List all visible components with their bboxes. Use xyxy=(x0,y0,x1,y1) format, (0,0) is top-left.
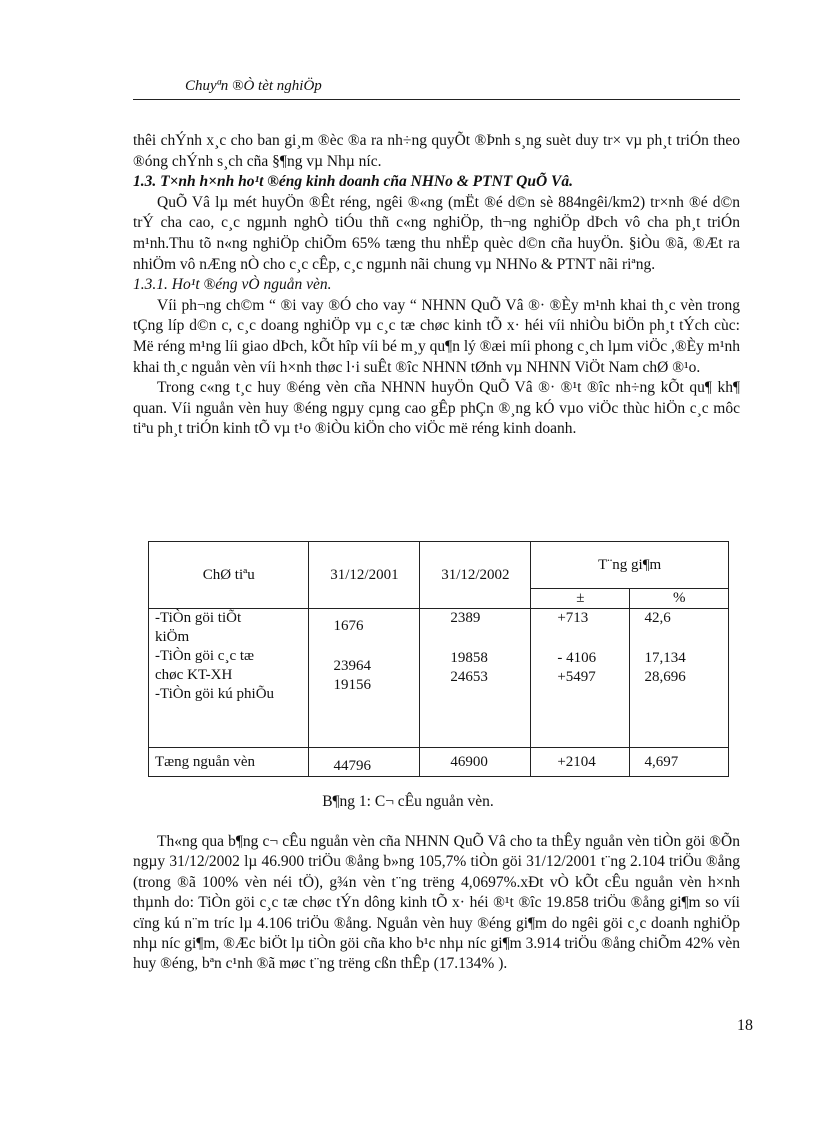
running-header: Chuyªn ®Ò tèt nghiÖp xyxy=(185,78,322,94)
header-indicator: ChØ tiªu xyxy=(149,542,309,609)
indicator-cell xyxy=(149,609,309,748)
total-label: Tæng nguån vèn xyxy=(149,748,309,777)
pct-savings: 42,6 xyxy=(644,610,671,626)
pct-bill: 28,696 xyxy=(644,669,686,685)
abs-org: - 4106 xyxy=(557,650,597,666)
subsection-heading-1-3-1: 1.3.1. Ho¹t ®éng vÒ nguån vèn. xyxy=(133,276,332,294)
header-2001: 31/12/2001 xyxy=(309,542,420,609)
header-rule xyxy=(133,99,740,100)
value-2002-bill: 24653 xyxy=(450,669,488,685)
label-org-deposits: -TiÒn göi c¸c tæ chøc KT-XH xyxy=(155,648,255,683)
label-savings: -TiÒn göi tiÕt kiÖm xyxy=(155,610,242,645)
value-2001-org: 23964 xyxy=(333,658,371,674)
abs-bill: +5497 xyxy=(557,669,596,685)
body-bottom xyxy=(133,832,740,975)
values-2002-cell xyxy=(420,609,531,748)
values-pct-cell xyxy=(630,609,729,748)
section-heading-1-3: 1.3. T×nh h×nh ho¹t ®éng kinh doanh cña NHNo & PTNT QuÕ Vâ. xyxy=(133,173,573,191)
total-2001: 44796 xyxy=(309,748,420,777)
total-2002: 46900 xyxy=(420,748,531,777)
values-abs-cell xyxy=(531,609,630,748)
pct-org: 17,134 xyxy=(644,650,686,666)
paragraph-district: QuÕ Vâ lµ mét huyÖn ®Êt réng, ngêi ®«ng (mËt ®é d©n sè 884ngêi/km2) tr×nh ®é d©n trÝ cha cao, c¸c ngµnh nghÒ tiÓu thñ c«ng nghiÖp, th¬ng nghiÖp dÞch vô cha ph¸t triÓn m¹nh.Thu tõ n«ng nghiÖp chiÕm 65% tæng thu nhËp quèc d©n cña huyÖn. §iÒu ®ã, ®Æt ra nhiÖm vô nÆng nÒ cho c¸c cÊp, c¸c ngµnh nãi chung vµ NHNo & PTNT nãi riªng. xyxy=(133,193,740,273)
capital-structure-table xyxy=(148,541,729,777)
label-bill-deposits: -TiÒn göi kú phiÕu xyxy=(155,686,275,702)
paragraph-results: Trong c«ng t¸c huy ®éng vèn cña NHNN huyÖn QuÕ Vâ ®· ®¹t ®îc nh÷ng kÕt qu¶ kh¶ quan. Víi nguån vèn huy ®éng ngµy cµng cao gÊp phÇn ®¸ng kÓ vµo viÖc thùc hiÖn c¸c môc tiªu ph¸t triÓn kinh tÕ vµ t¹o ®iÒu kiÖn cho viÖc më réng kinh doanh. xyxy=(133,379,740,438)
paragraph-analysis: Th«ng qua b¶ng c¬ cÊu nguån vèn cña NHNN QuÕ Vâ cho ta thÊy nguån vèn tiÒn göi ®Õn ngµy 31/12/2002 lµ 46.900 triÖu ®ång b»ng 105,7% tiÒn göi 31/12/2001 t¨ng 2.104 triÖu ®ång (trong ®ã 100% vèn néi tÖ), g¾n vèn t¨ng trëng 4,0697%.xÐt vÒ kÕt cÊu nguån vèn h×nh thµnh do: TiÒn göi c¸c tæ chøc tÝn dông kinh tÕ x· héi ®¹t ®îc 19.858 triÖu ®ång gi¶m so víi cïng kú n¨m tríc lµ 4.106 triÖu ®ång. Nguån vèn huy ®éng gi¶m do ngêi göi c¸c doanh nghiÖp nhµ níc gi¶m, ®Æc biÖt lµ tiÒn göi cña kho b¹c nhµ níc gi¶m 3.914 triÖu ®ång chiÕm 42% vèn huy ®éng, bªn c¹nh ®ã møc t¨ng trëng cßn thÊp (17.134% ). xyxy=(133,833,740,973)
abs-savings: +713 xyxy=(557,610,589,626)
total-abs: +2104 xyxy=(531,748,630,777)
body-top xyxy=(133,131,740,440)
paragraph-intro: thêi chÝnh x¸c cho ban gi¸m ®èc ®a ra nh÷ng quyÕt ®Þnh s¸ng suèt duy tr× vµ ph¸t triÓn theo ®óng chÝnh s¸ch cña §¶ng vµ Nhµ níc. xyxy=(133,132,740,170)
values-2001-cell xyxy=(309,609,420,748)
total-pct: 4,697 xyxy=(630,748,729,777)
value-2001-bill: 19156 xyxy=(333,677,371,693)
value-2001-savings: 1676 xyxy=(333,618,364,634)
table-caption: B¶ng 1: C¬ cÊu nguån vèn. xyxy=(322,793,494,810)
header-change-abs: ± xyxy=(531,589,630,609)
header-change-pct: % xyxy=(630,589,729,609)
paragraph-motto: Víi ph¬ng ch©m “ ®i vay ®Ó cho vay “ NHNN QuÕ Vâ ®· ®Èy m¹nh khai th¸c vèn trong tÇng líp d©n c, c¸c doang nghiÖp vµ c¸c tæ chøc kinh tÕ x· héi víi nhiÒu biÖn ph¸t tÝch cùc: Më réng m¹ng líi giao dÞch, kÕt hîp víi bé m¸y qu¶n lý ®æi míi phong c¸ch lµm viÖc ,®Èy m¹nh khai th¸c nguån vèn víi h×nh thøc l·i suÊt ®îc NHNN tØnh vµ NHNN ViÖt Nam chØ ®¹o. xyxy=(133,296,740,376)
page-number: 18 xyxy=(737,1017,753,1034)
header-2002: 31/12/2002 xyxy=(420,542,531,609)
value-2002-org: 19858 xyxy=(450,650,488,666)
header-change: T¨ng gi¶m xyxy=(531,542,729,589)
value-2002-savings: 2389 xyxy=(450,610,481,626)
